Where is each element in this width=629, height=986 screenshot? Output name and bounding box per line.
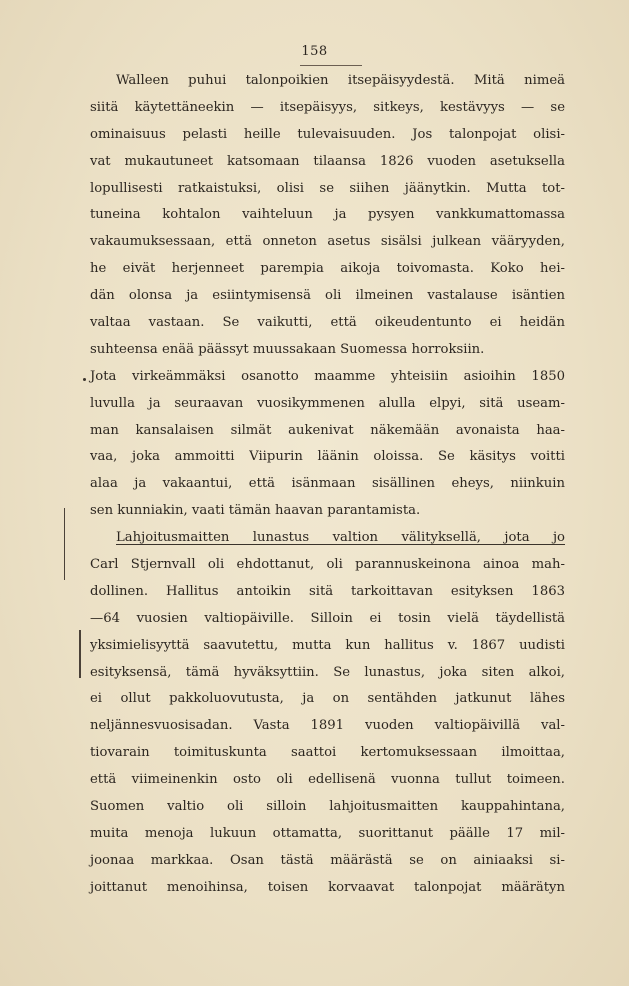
text-line: Walleen puhui talonpoikien itsepäisyydestä. Mitä nimeä [116,73,565,88]
margin-line-mark [79,630,81,678]
text-line: suhteensa enää päässyt muussakaan Suomessa horroksiin. [90,341,485,357]
text-line: ominaisuus pelasti heille tulevaisuuden. Jos talonpojat olisi- [90,126,565,142]
text-line: Jota virkeämmäksi osanotto maamme yhteisiin asioihin 1850 [90,368,565,384]
text-line: että viimeinenkin osto oli edellisenä vuonna tullut toimeen. [90,772,565,788]
text-line [90,525,565,552]
text-line: vakaumuksessaan, että onneton asetus sisälsi julkean vääryyden, [90,234,565,250]
text-line: dän olonsa ja esiintymisensä oli ilmeinen vastalause isäntien [90,288,565,304]
text-line: sen kunniakin, vaati tämän haavan parantamista. [90,503,421,519]
text-line: vaa, joka ammoitti Viipurin läänin oloissa. Se käsitys voitti [90,449,565,465]
text-line: muita menoja lukuun ottamatta, suorittanut päälle 17 mil- [90,825,565,841]
underlined-text: Lahjoitusmaitten lunastus valtion välityksellä, jota jo [116,530,565,546]
text-line: Carl Stjernvall oli ehdottanut, oli parannuskeinona ainoa mah- [90,557,565,573]
text-line: yksimielisyyttä saavutettu, mutta kun hallitus v. 1867 uudisti [90,637,565,653]
body-text [90,68,565,902]
text-line: —64 vuosien valtiopäiville. Silloin ei tosin vielä täydellistä [90,610,565,626]
text-line: tuneina kohtalon vaihteluun ja pysyen vankkumattomassa [90,207,565,223]
text-line: ei ollut pakkoluovutusta, ja on sentähden jatkunut lähes [90,691,565,707]
text-line: joittanut menoihinsa, toisen korvaavat talonpojat määrätyn [90,879,565,895]
text-line: he eivät herjenneet parempia aikoja toivomasta. Koko hei- [90,261,565,277]
margin-dot-mark [83,378,86,381]
page-number-rule [300,65,362,66]
margin-line-mark [64,508,65,580]
text-line: esityksensä, tämä hyväksyttiin. Se lunastus, joka siten alkoi, [90,664,565,680]
text-line: joonaa markkaa. Osan tästä määrästä se on ainiaaksi si- [90,852,565,868]
text-line: vat mukautuneet katsomaan tilaansa 1826 vuoden asetuksella [90,153,565,169]
page-number: 158 [301,44,328,59]
text-line: valtaa vastaan. Se vaikutti, että oikeudentunto ei heidän [90,315,565,331]
text-line: siitä käytettäneekin — itsepäisyys, sitkeys, kestävyys — se [90,99,565,115]
text-line: neljännesvuosisadan. Vasta 1891 vuoden valtiopäivillä val- [90,718,565,734]
text-line: tiovarain toimituskunta saattoi kertomuksessaan ilmoittaa, [90,745,565,761]
text-line: lopullisesti ratkaistuksi, olisi se siihen jäänytkin. Mutta tot- [90,180,565,196]
text-line: man kansalaisen silmät aukenivat näkemään avonaista haa- [90,422,565,438]
text-line: Suomen valtio oli silloin lahjoitusmaitten kauppahintana, [90,799,565,815]
text-line: luvulla ja seuraavan vuosikymmenen alulla elpyi, sitä useam- [90,395,565,411]
text-line: dollinen. Hallitus antoikin sitä tarkoittavan esityksen 1863 [90,583,565,599]
text-line: alaa ja vakaantui, että isänmaan sisällinen eheys, niinkuin [90,476,565,492]
